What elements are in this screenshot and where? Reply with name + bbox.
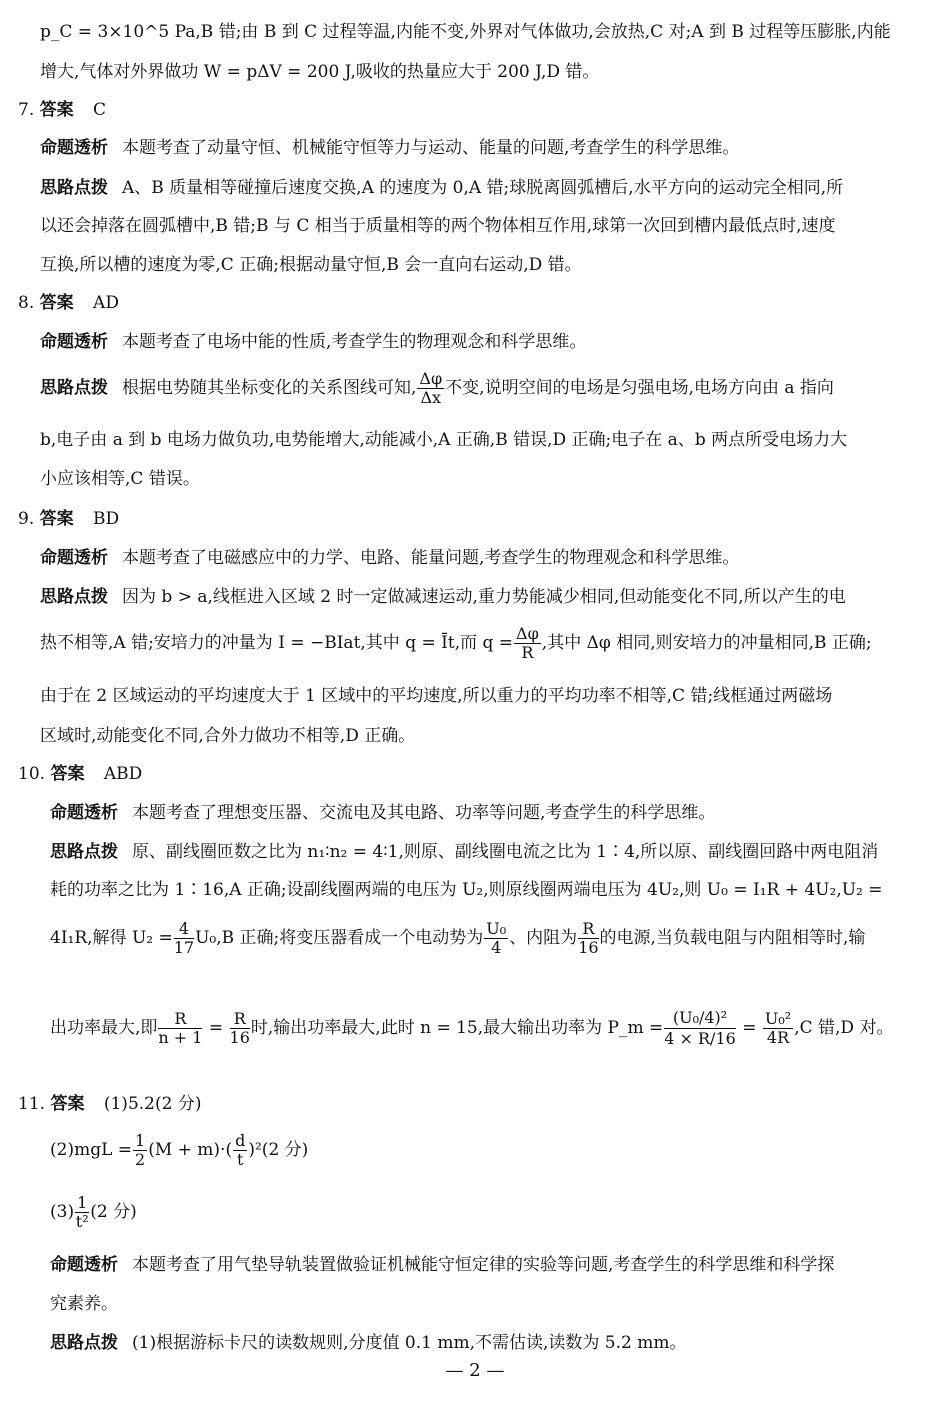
q8-number: 8.: [18, 293, 35, 313]
q8-idea-line-2: b,电子由 a 到 b 电场力做负功,电势能增大,动能减小,A 正确,B 错误,D 正确;电子在 a、b 两点所受电场力大: [40, 430, 848, 450]
fraction-R-16: [578, 920, 598, 957]
q11-intent-tag: 命题透析: [50, 1255, 118, 1275]
fraction-pm: [664, 1008, 736, 1049]
fraction-1-t2: [75, 1194, 89, 1231]
q10-idea-line-1: [50, 840, 930, 864]
q9-answer-tag: 答案: [39, 509, 74, 529]
q7-idea-tag: 思路点拨: [40, 178, 108, 198]
q7-idea-line-3: 互换,所以槽的速度为零,C 正确;根据动量守恒,B 会一直向右运动,D 错。: [40, 255, 582, 275]
q8-answer-tag: 答案: [39, 293, 74, 313]
q8-answer: AD: [93, 293, 119, 313]
fraction-R-16-b: [230, 1010, 250, 1047]
q9-idea-text-2a: 热不相等,A 错;安培力的冲量为 I = −BIat,其中 q = Īt,而 q =: [40, 633, 514, 653]
q10-answer-tag: 答案: [50, 764, 85, 784]
fraction-num: (U₀/4)²: [664, 1008, 736, 1029]
q7-idea-line-1: [40, 176, 930, 200]
q8-intent: [40, 330, 930, 354]
fraction-num: 1: [135, 1131, 146, 1150]
fraction-num: R: [158, 1010, 202, 1029]
q9-intent-text: 本题考查了电磁感应中的力学、电路、能量问题,考查学生的物理观念和科学思维。: [122, 548, 740, 568]
q8-answer-line: [18, 291, 119, 315]
q9-idea-tag: 思路点拨: [40, 587, 108, 607]
fraction-den: 4: [491, 938, 502, 957]
fraction-4-17: [174, 920, 194, 957]
q11-number: 11.: [18, 1094, 46, 1114]
q10-intent-text: 本题考查了理想变压器、交流电及其电路、功率等问题,考查学生的科学思维。: [132, 803, 716, 823]
q9-number: 9.: [18, 509, 35, 529]
q7-idea-text-1: A、B 质量相等碰撞后速度交换,A 的速度为 0,A 错;球脱离圆弧槽后,水平方向的运动完全相同,所: [122, 178, 844, 198]
fraction-num: R: [578, 920, 598, 939]
fraction-den: Δx: [420, 388, 442, 407]
fraction-den: t²: [75, 1212, 89, 1231]
q9-idea-text-2b: ,其中 Δφ 相同,则安培力的冲量相同,B 正确;: [541, 633, 872, 653]
q11-a2-text-a: (2)mgL =: [50, 1140, 133, 1160]
q8-idea-line-1: [40, 368, 930, 408]
q10-idea-text-3c: 、内阻为: [509, 928, 578, 948]
q9-answer-line: [18, 507, 119, 531]
q9-idea-line-2: [40, 623, 930, 663]
fraction-den: R: [521, 643, 534, 662]
q11-answer-2: [50, 1130, 930, 1170]
fraction-U0sq-4R: [763, 1010, 793, 1047]
q11-a3-text-b: (2 分): [90, 1202, 137, 1222]
q7-idea-line-2: 以还会掉落在圆弧槽中,B 错;B 与 C 相当于质量相等的两个物体相互作用,球第一次回到槽内最低点时,速度: [40, 216, 836, 236]
fraction-U0-4: [484, 920, 508, 957]
fraction-den: 4 × R/16: [664, 1029, 736, 1048]
fraction-den: t: [237, 1150, 244, 1169]
q11-a2-text-c: )²(2 分): [248, 1140, 309, 1160]
q10-idea-text-3d: 的电源,当负载电阻与内阻相等时,输: [599, 928, 866, 948]
q10-intent: [50, 801, 930, 825]
fraction-num: Δφ: [419, 369, 443, 388]
q8-idea-line-3: 小应该相等,C 错误。: [40, 469, 200, 489]
fraction-den: 2: [135, 1150, 146, 1169]
q8-idea-text-1b: 不变,说明空间的电场是匀强电场,电场方向由 a 指向: [445, 378, 834, 398]
fraction-num: Δφ: [516, 624, 539, 643]
q10-idea-tag: 思路点拨: [50, 842, 118, 862]
fraction-num: U₀: [486, 919, 507, 938]
q7-intent: [40, 136, 930, 160]
page-number: — 2 —: [445, 1360, 505, 1381]
q10-idea-text-1: 原、副线圈匝数之比为 n₁∶n₂ = 4∶1,则原、副线圈电流之比为 1∶4,所以原、副线圈回路中两电阻消: [132, 842, 879, 862]
q9-answer: BD: [93, 509, 120, 529]
fraction-num: R: [230, 1010, 250, 1029]
q9-idea-text-1: 因为 b > a,线框进入区域 2 时一定做减速运动,重力势能减少相同,但动能变化不同,所以产生的电: [122, 587, 846, 607]
q9-idea-line-4: 区域时,动能变化不同,合外力做功不相等,D 正确。: [40, 726, 416, 746]
q11-a3-text-a: (3): [50, 1202, 75, 1222]
q10-idea-line-4: 出功率最大,即 $\frac{R}{n + 1}$ = $\frac{R}{16}$ 时,输出功率最大,此时 n = 15,最大输出功率为 P_m = $\frac{\text{(U₀/4)²}}{4 \times R/16}$ = $\frac{\text{U₀²}}{4R}$ ,C 错,D 对。: [50, 1008, 894, 1048]
fraction-num: U₀²: [764, 1009, 792, 1028]
q10-idea-text-4c: ,C 错,D 对。: [794, 1018, 894, 1038]
fraction-dphi-R: [514, 625, 541, 662]
q10-idea-text-3b: U₀,B 正确;将变压器看成一个电动势为: [195, 928, 484, 948]
fraction-R-n1: [158, 1010, 202, 1047]
q10-idea-text-4a: 出功率最大,即: [50, 1018, 158, 1038]
fraction-dphi-dx: [417, 370, 444, 407]
q10-intent-tag: 命题透析: [50, 803, 118, 823]
fraction-den: 17: [173, 938, 195, 957]
q11-answer-line: [18, 1092, 201, 1116]
q10-idea-text-3a: 4I₁R,解得 U₂ =: [50, 928, 173, 948]
q10-number: 10.: [18, 764, 46, 784]
q11-a2-text-b: (M + m)·(: [148, 1140, 233, 1160]
intro-line-1: p_C = 3×10^5 Pa,B 错;由 B 到 C 过程等温,内能不变,外界对气体做功,会放热,C 对;A 到 B 过程等压膨胀,内能: [40, 22, 891, 42]
q9-idea-line-1: [40, 585, 930, 609]
q10-answer: ABD: [103, 764, 143, 784]
fraction-num: 1: [77, 1193, 88, 1212]
q11-intent-text-1: 本题考查了用气垫导轨装置做验证机械能守恒定律的实验等问题,考查学生的科学思维和科学探: [132, 1255, 835, 1275]
fraction-num: d: [235, 1131, 246, 1150]
q11-answer-1: (1)5.2(2 分): [103, 1094, 202, 1114]
q10-idea-line-2: 耗的功率之比为 1∶16,A 正确;设副线圈两端的电压为 U₂,则原线圈两端电压为 4U₂,则 U₀ = I₁R + 4U₂,U₂ =: [50, 880, 883, 900]
intro-line-2: 增大,气体对外界做功 W = pΔV = 200 J,吸收的热量应大于 200 J,D 错。: [40, 62, 600, 82]
q8-idea-text-1a: 根据电势随其坐标变化的关系图线可知,: [122, 378, 417, 398]
q7-answer-line: [18, 98, 106, 122]
q11-intent-line-1: [50, 1253, 930, 1277]
q9-intent-tag: 命题透析: [40, 548, 108, 568]
q11-idea-tag: 思路点拨: [50, 1333, 118, 1353]
q11-intent-line-2: 究素养。: [50, 1294, 118, 1314]
q8-intent-tag: 命题透析: [40, 332, 108, 352]
fraction-den: 4R: [766, 1028, 790, 1047]
q10-answer-line: [18, 762, 142, 786]
fraction-half: [133, 1132, 147, 1169]
q9-intent: [40, 546, 930, 570]
q8-intent-text: 本题考查了电场中能的性质,考查学生的物理观念和科学思维。: [122, 332, 587, 352]
fraction-num: 4: [174, 920, 194, 939]
q7-intent-tag: 命题透析: [40, 138, 108, 158]
q8-idea-tag: 思路点拨: [40, 378, 108, 398]
q11-idea-text-1: (1)根据游标卡尺的读数规则,分度值 0.1 mm,不需估读,读数为 5.2 mm。: [132, 1333, 687, 1353]
q7-number: 7.: [18, 100, 35, 120]
q10-idea-text-4b: 时,输出功率最大,此时 n = 15,最大输出功率为 P_m =: [250, 1018, 664, 1038]
fraction-den: n + 1: [158, 1028, 203, 1047]
q7-answer: C: [93, 100, 107, 120]
q7-intent-text: 本题考查了动量守恒、机械能守恒等力与运动、能量的问题,考查学生的科学思维。: [122, 138, 740, 158]
q11-answer-3: [50, 1192, 930, 1232]
q10-idea-line-3: [50, 918, 930, 958]
q9-idea-line-3: 由于在 2 区域运动的平均速度大于 1 区域中的平均速度,所以重力的平均功率不相等,C 错;线框通过两磁场: [40, 686, 833, 706]
fraction-den: 16: [229, 1028, 250, 1047]
q7-answer-tag: 答案: [39, 100, 74, 120]
fraction-d-t: [233, 1132, 247, 1169]
q11-idea-line-1: [50, 1331, 930, 1355]
fraction-den: 16: [578, 938, 599, 957]
q11-answer-tag: 答案: [50, 1094, 85, 1114]
